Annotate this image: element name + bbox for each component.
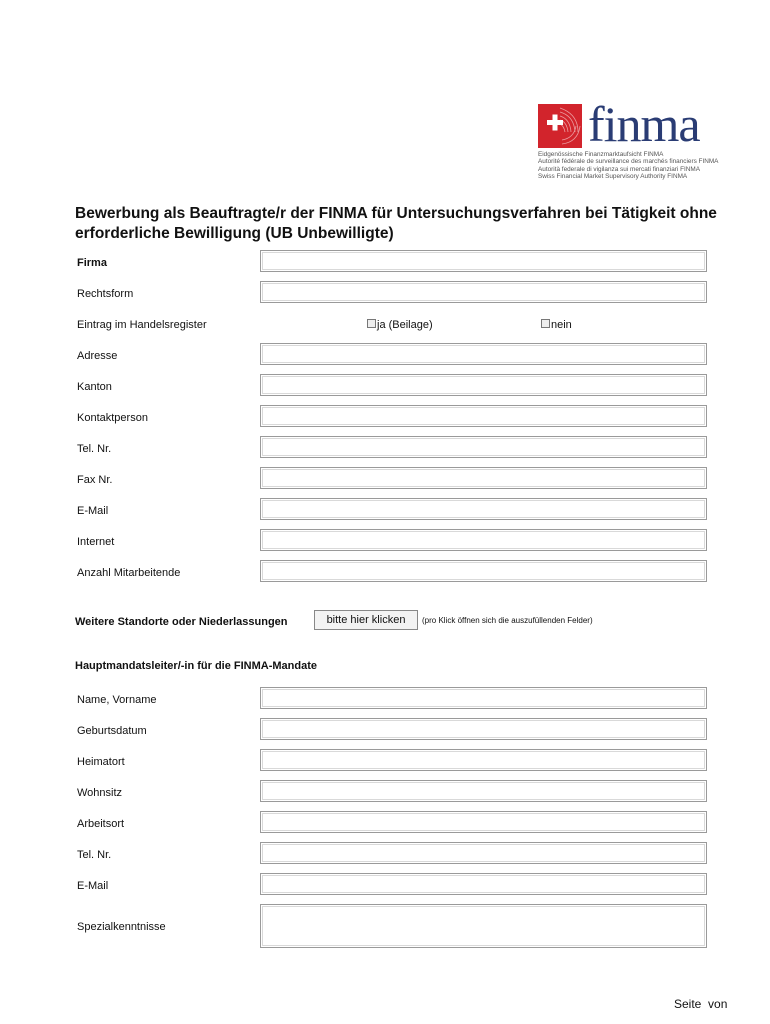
spezialkenntnisse-field[interactable]: [260, 904, 707, 948]
mandate-heading: Hauptmandatsleiter/-in für die FINMA-Mandate: [75, 660, 318, 672]
mandate-tel-field[interactable]: [260, 842, 707, 864]
arbeitsort-field[interactable]: [260, 811, 707, 833]
rechtsform-field[interactable]: [260, 281, 707, 303]
page-label: Seite: [674, 997, 702, 1011]
finma-emblem-icon: [538, 104, 582, 148]
geburtsdatum-field[interactable]: [260, 718, 707, 740]
authority-name-de: Eidgenössische Finanzmarktaufsicht FINMA: [538, 151, 664, 158]
handelsregister-label: Eintrag im Handelsregister: [77, 319, 207, 331]
handelsregister-yes-checkbox[interactable]: [367, 319, 376, 328]
finma-logo: [538, 96, 728, 184]
firma-field[interactable]: [260, 250, 707, 272]
authority-name-it: Autorità federale di vigilanza sui mercati finanziari FINMA: [538, 165, 700, 173]
wohnsitz-label: Wohnsitz: [77, 787, 123, 799]
authority-name-en: Swiss Financial Market Supervisory Authority FINMA: [538, 173, 688, 181]
handelsregister-yes-label: ja (Beilage): [377, 319, 433, 331]
authority-names: [538, 151, 718, 181]
adresse-label: Adresse: [77, 350, 118, 362]
add-location-button[interactable]: bitte hier klicken: [314, 610, 418, 630]
mitarbeitende-field[interactable]: [260, 560, 707, 582]
firma-label: Firma: [77, 257, 107, 269]
authority-name-fr: Autorité fédérale de surveillance des marchés financiers FINMA: [538, 158, 719, 166]
mandate-email-label: E-Mail: [77, 880, 109, 892]
email-label: E-Mail: [77, 505, 109, 517]
email-field[interactable]: [260, 498, 707, 520]
tel-label: Tel. Nr.: [77, 443, 112, 455]
standorte-label: Weitere Standorte oder Niederlassungen: [75, 616, 288, 628]
heimatort-field[interactable]: [260, 749, 707, 771]
fax-field[interactable]: [260, 467, 707, 489]
arbeitsort-label: Arbeitsort: [77, 818, 125, 830]
internet-field[interactable]: [260, 529, 707, 551]
kontaktperson-field[interactable]: [260, 405, 707, 427]
mandate-tel-label: Tel. Nr.: [77, 849, 112, 861]
handelsregister-no-checkbox[interactable]: [541, 319, 550, 328]
mandate-email-field[interactable]: [260, 873, 707, 895]
mitarbeitende-label: Anzahl Mitarbeitende: [77, 567, 181, 579]
finma-wordmark: finma: [588, 96, 700, 152]
name-label: Name, Vorname: [77, 694, 157, 706]
internet-label: Internet: [77, 536, 115, 548]
geburtsdatum-label: Geburtsdatum: [77, 725, 147, 737]
page-of-label: von: [708, 997, 728, 1011]
handelsregister-no-label: nein: [551, 319, 572, 331]
wohnsitz-field[interactable]: [260, 780, 707, 802]
name-field[interactable]: [260, 687, 707, 709]
form-title: Bewerbung als Beauftragte/r der FINMA für Untersuchungsverfahren bei Tätigkeit ohne erforderliche Bewilligung (UB Unbewilligte): [75, 205, 717, 242]
add-location-note: (pro Klick öffnen sich die auszufüllenden Felder): [422, 616, 593, 625]
kontaktperson-label: Kontaktperson: [77, 412, 148, 424]
kanton-label: Kanton: [77, 381, 112, 393]
fax-label: Fax Nr.: [77, 474, 113, 486]
rechtsform-label: Rechtsform: [77, 288, 134, 300]
kanton-field[interactable]: [260, 374, 707, 396]
heimatort-label: Heimatort: [77, 756, 125, 768]
tel-field[interactable]: [260, 436, 707, 458]
adresse-field[interactable]: [260, 343, 707, 365]
spezialkenntnisse-label: Spezialkenntnisse: [77, 921, 166, 933]
page-number: [674, 997, 727, 1012]
